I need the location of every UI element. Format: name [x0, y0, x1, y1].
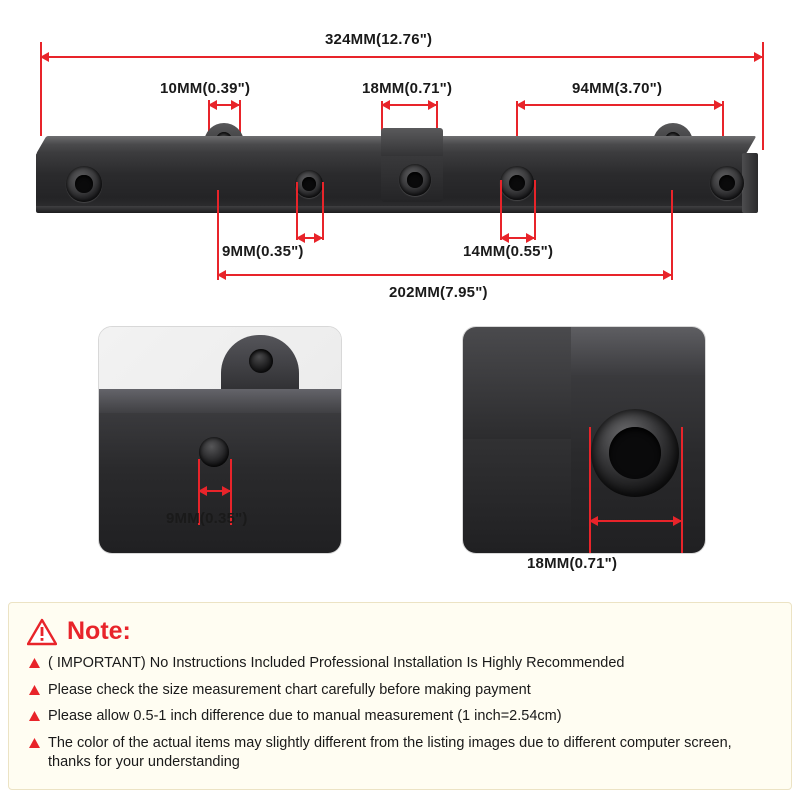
- dimension-label-small-port: 9MM(0.35"): [222, 243, 304, 260]
- detail-right-dim-line: [589, 520, 682, 522]
- ext-line-right-portspan: [671, 190, 673, 280]
- detail-right-boss-top: [571, 327, 705, 377]
- ext-line-left-largeport: [500, 180, 502, 240]
- arrow-right-tabhole: [231, 100, 240, 110]
- arrow-left-largeport: [500, 233, 509, 243]
- arrow-left-tabhole: [208, 100, 217, 110]
- port-bore-2: [302, 177, 315, 190]
- ext-line-right-largeport: [534, 180, 536, 240]
- detail-rail-chamfer: [98, 389, 342, 415]
- arrow-left-portspan: [217, 270, 226, 280]
- note-box: [8, 602, 792, 790]
- detail-right-ext-line-right: [681, 427, 683, 553]
- main-dimension-diagram: [0, 0, 800, 320]
- port-injector-9mm-left: [295, 170, 323, 198]
- detail-right-caption: 18MM(0.71"): [527, 555, 618, 572]
- note-item-1-text: ( IMPORTANT) No Instructions Included Professional Installation Is Highly Recommended: [48, 655, 625, 671]
- arrow-right-largeport: [526, 233, 535, 243]
- detail-port-18mm-bore: [609, 427, 661, 479]
- note-title: Note:: [67, 617, 131, 645]
- dimension-label-tab-spacing: 94MM(3.70"): [572, 80, 663, 97]
- red-triangle-bullet-icon: [29, 711, 40, 721]
- dimension-label-overall-length: 324MM(12.76"): [325, 31, 433, 48]
- dimension-label-large-port: 14MM(0.55"): [463, 243, 554, 260]
- red-triangle-bullet-icon: [29, 658, 40, 668]
- arrow-left-center: [381, 100, 390, 110]
- note-item-2-text: Please check the size measurement chart carefully before making payment: [48, 681, 531, 698]
- arrow-left-overall: [40, 52, 49, 62]
- detail-panel-right: [462, 326, 706, 554]
- detail-right-arrow-right: [673, 516, 682, 526]
- note-item-3-text: Please allow 0.5-1 inch difference due to manual measurement (1 inch=2.54cm): [48, 708, 562, 725]
- ext-line-right-smallport: [322, 182, 324, 240]
- note-header: [27, 617, 773, 646]
- arrow-left-tabspacing: [516, 100, 525, 110]
- arrow-right-tabspacing: [714, 100, 723, 110]
- fuel-rail-part-illustration: [36, 118, 764, 226]
- note-item-1: [29, 654, 773, 674]
- detail-left-arrow-left: [198, 486, 207, 496]
- port-outlet-left-14mm: [66, 166, 102, 202]
- center-boss-top: [381, 128, 443, 158]
- dimension-label-center-port: 18MM(0.71"): [362, 80, 453, 97]
- center-port-bore: [407, 172, 422, 187]
- note-item-3: [29, 707, 773, 727]
- port-outlet-right: [710, 166, 744, 200]
- note-item-4: [29, 734, 773, 773]
- arrow-right-smallport: [314, 233, 323, 243]
- detail-mounting-hole: [249, 349, 273, 373]
- port-bore-4: [719, 175, 735, 191]
- arrow-right-overall: [754, 52, 763, 62]
- ext-line-left-smallport: [296, 182, 298, 240]
- note-item-2: [29, 681, 773, 701]
- detail-rail-face: [99, 413, 341, 553]
- port-bore-3: [509, 175, 525, 191]
- arrow-left-smallport: [296, 233, 305, 243]
- detail-right-arrow-left: [589, 516, 598, 526]
- detail-port-9mm: [199, 437, 229, 467]
- dimension-label-tab-hole: 10MM(0.39"): [160, 80, 251, 97]
- dim-line-overall: [40, 56, 763, 58]
- warning-triangle-icon: [27, 618, 57, 646]
- ext-line-left-portspan: [217, 190, 219, 280]
- detail-right-ext-line-left: [589, 427, 591, 553]
- rail-end-cap-right: [742, 153, 758, 213]
- detail-left-caption: 9MM(0.35"): [166, 510, 248, 527]
- dimension-label-port-span: 202MM(7.95"): [389, 284, 488, 301]
- note-item-4-text: The color of the actual items may slightly different from the listing images due to different computer screen, thanks for your understanding: [48, 734, 732, 771]
- red-triangle-bullet-icon: [29, 738, 40, 748]
- dim-line-portspan: [217, 274, 672, 276]
- dim-line-tabspacing: [516, 104, 723, 106]
- red-triangle-bullet-icon: [29, 685, 40, 695]
- detail-left-arrow-right: [222, 486, 231, 496]
- arrow-right-center: [428, 100, 437, 110]
- center-port-18mm: [399, 164, 431, 196]
- arrow-right-portspan: [663, 270, 672, 280]
- port-injector-14mm-right: [500, 166, 534, 200]
- port-bore-1: [75, 175, 92, 192]
